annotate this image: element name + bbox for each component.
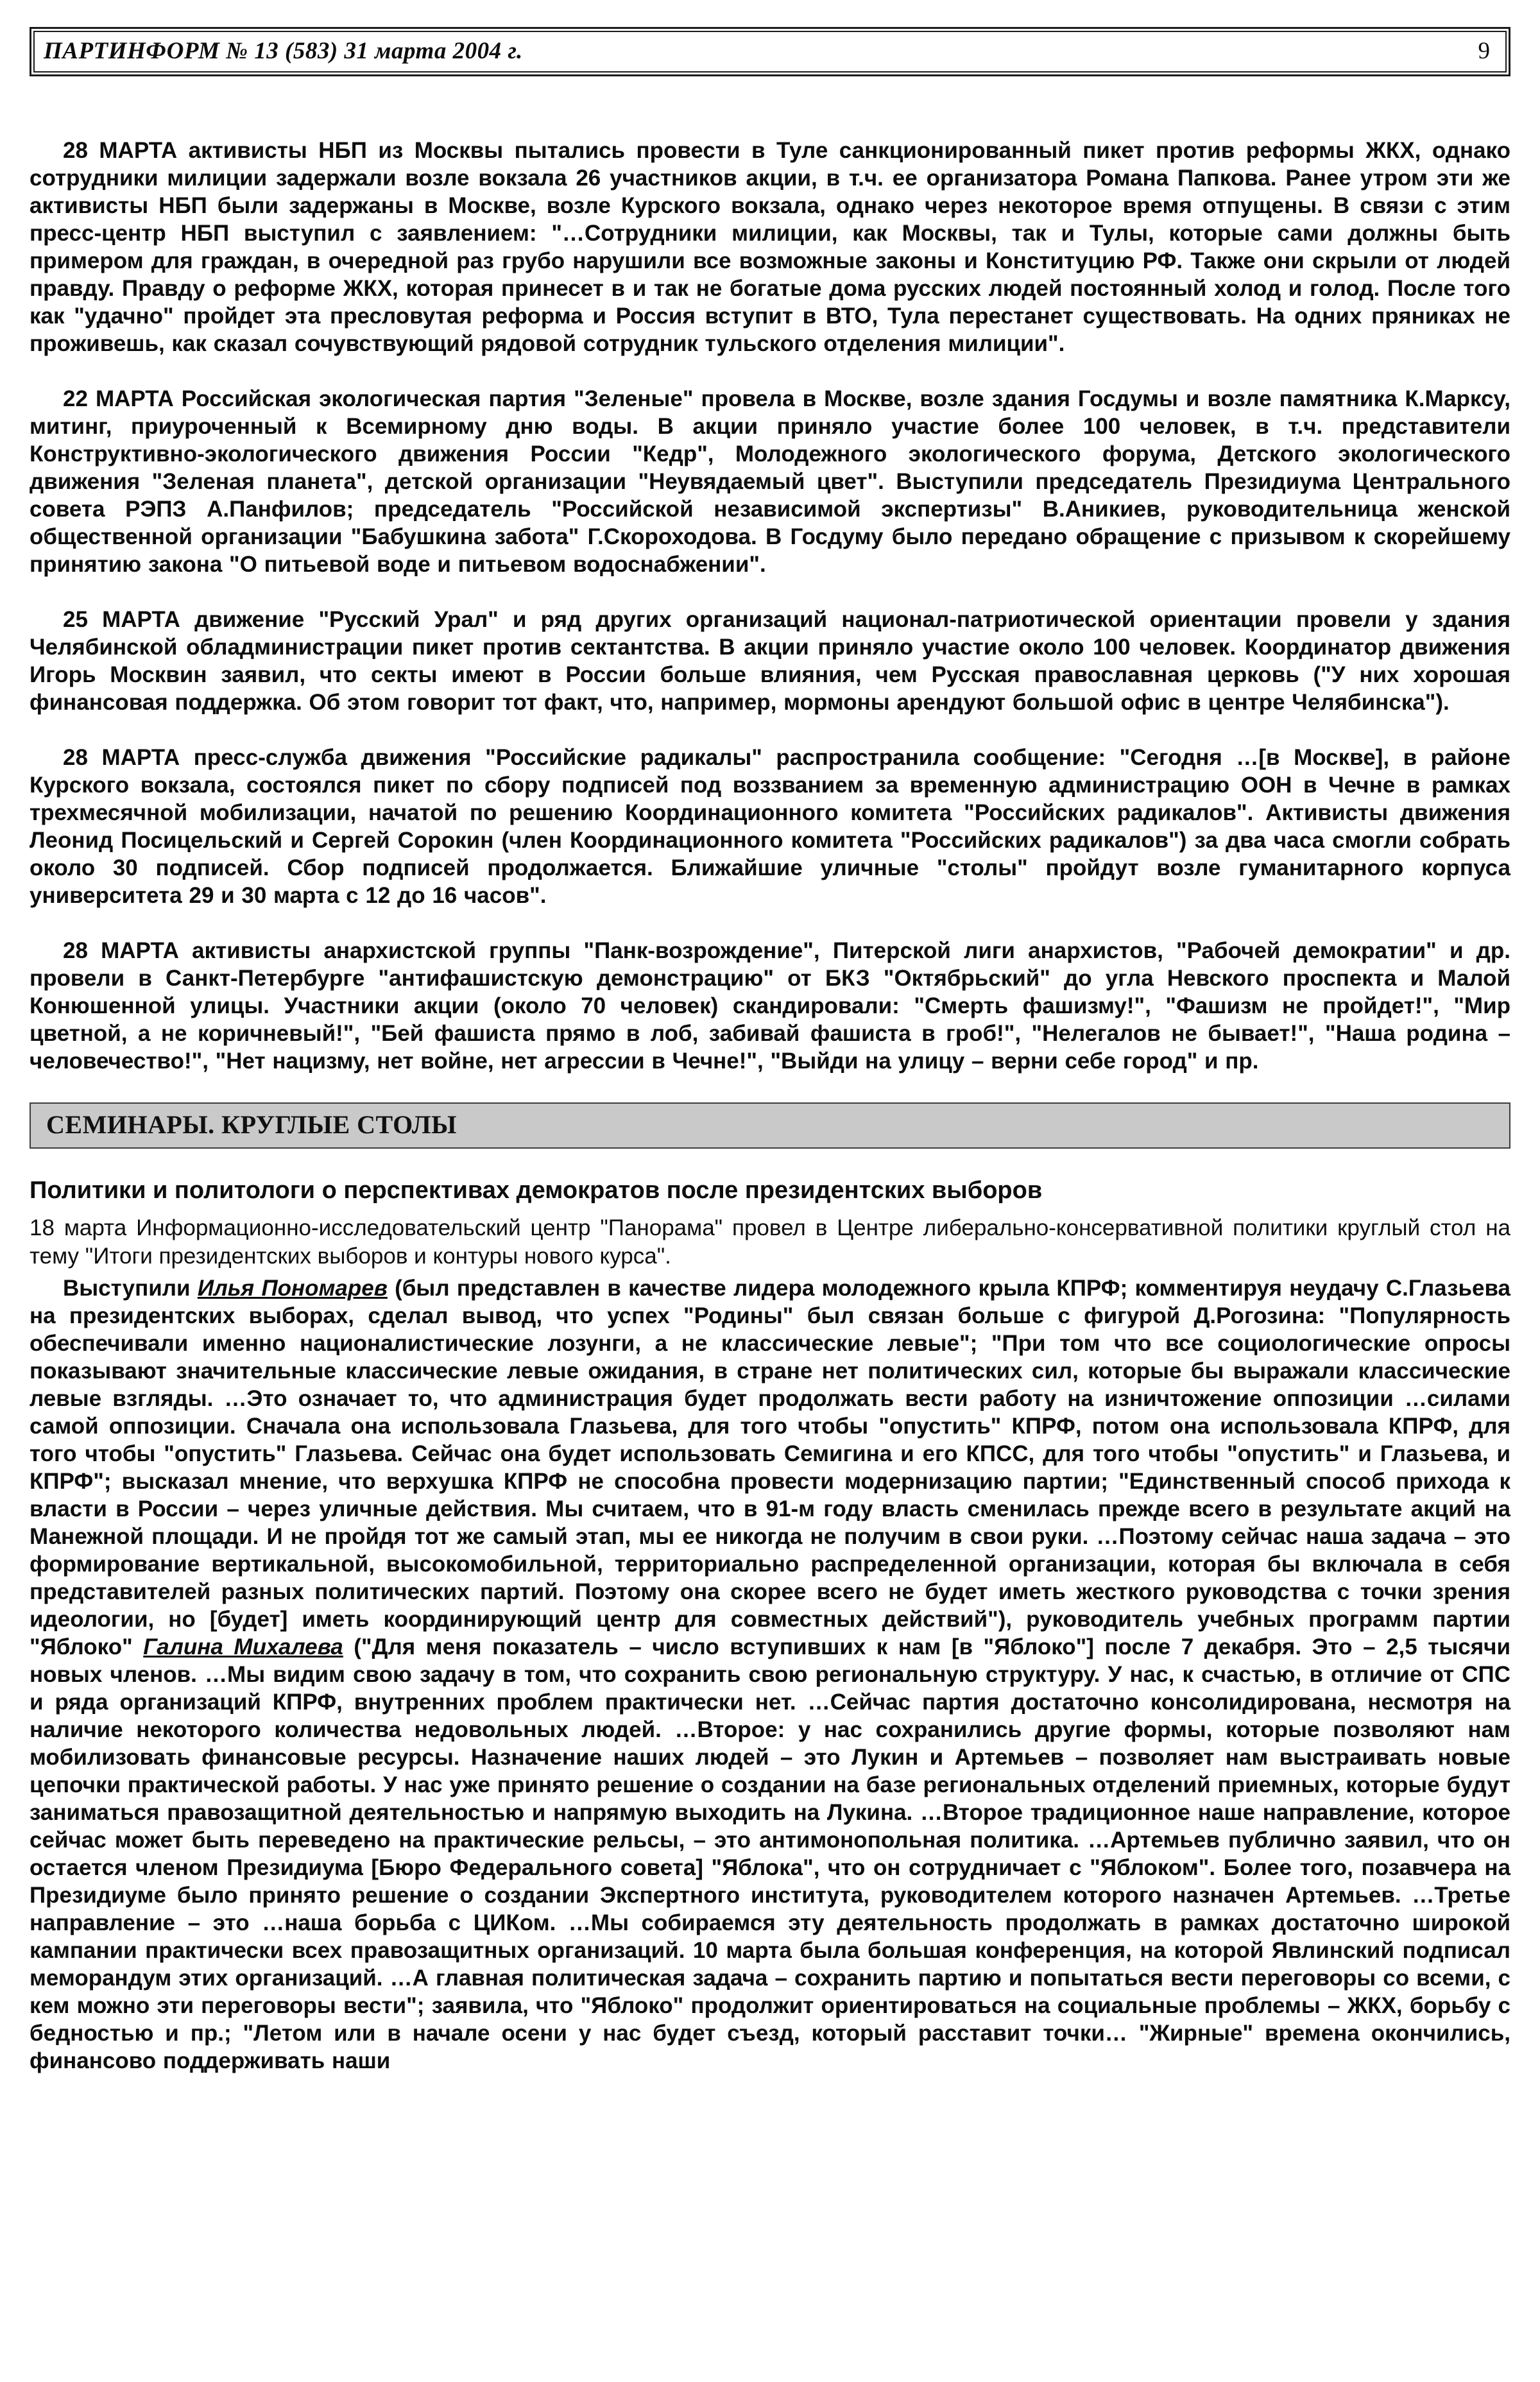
- news-item: 28 МАРТА пресс-служба движения "Российские радикалы" распространила сообщение: "Сегодня …[в Москве], в районе Курского вокзала, состоялся пикет по сбору подписей под воззванием за временную администрацию ООН в Чечне в рамках трехмесячной мобилизации, начатой по решению Координационного комитета "Российских радикалов". Активисты движения Леонид Посицельский и Сергей Сорокин (член Координационного комитета "Российских радикалов") за два часа смогли собрать около 30 подписей. Сбор подписей продолжается. Ближайшие уличные "столы" пройдут возле гуманитарного корпуса университета 29 и 30 марта с 12 до 16 часов".: [30, 745, 1510, 908]
- section-title: СЕМИНАРЫ. КРУГЛЫЕ СТОЛЫ: [46, 1110, 457, 1139]
- newsletter-header-inner: [33, 31, 1507, 73]
- person-name: Галина Михалева: [143, 1634, 343, 1659]
- newsletter-header: [30, 27, 1510, 76]
- article: [30, 1176, 1510, 2075]
- article-title: Политики и политологи о перспективах демократов после президентских выборов: [30, 1177, 1043, 1204]
- page-number: 9: [1478, 38, 1490, 64]
- news-item: 28 МАРТА активисты анархистской группы "Панк-возрождение", Питерской лиги анархистов, "Рабочей демократии" и др. провели в Санкт-Петербурге "антифашистскую демонстрацию" от БКЗ "Октябрьский" до угла Невского проспекта и Малой Конюшенной улицы. Участники акции (около 70 человек) скандировали: "Смерть фашизму!", "Фашизм не пройдет!", "Мир цветной, а не коричневый!", "Бей фашиста прямо в лоб, забивай фашиста в гроб!", "Нелегалов не бывает!", "Наша родина – человечество!", "Нет нацизму, нет войне, нет агрессии в Чечне!", "Выйди на улицу – верни себе город" и пр.: [30, 938, 1510, 1074]
- newsletter-title: ПАРТИНФОРМ № 13 (583) 31 марта 2004 г.: [44, 38, 523, 64]
- news-item: 25 МАРТА движение "Русский Урал" и ряд других организаций национал-патриотической ориентации провели у здания Челябинской обладминистрации пикет против сектантства. В акции приняло участие около 100 человек. Координатор движения Игорь Москвин заявил, что секты имеют в России больше влияния, чем Русская православная церковь ("У них хорошая финансовая поддержка. Об этом говорит тот факт, что, например, мормоны арендуют большой офис в центре Челябинска").: [30, 607, 1510, 715]
- news-item: 28 МАРТА активисты НБП из Москвы пытались провести в Туле санкционированный пикет против реформы ЖКХ, однако сотрудники милиции задержали возле вокзала 26 участников акции, в т.ч. ее организатора Романа Папкова. Ранее утром эти же активисты НБП были задержаны в Москве, возле Курского вокзала, однако через некоторое время отпущены. В связи с этим пресс-центр НБП выступил с заявлением: "…Сотрудники милиции, как Москвы, так и Тулы, которые сами должны быть примером для граждан, в очередной раз грубо нарушили все возможные законы и Конституцию РФ. Также они скрыли от людей правду. Правду о реформе ЖКХ, которая принесет в и так не богатые дома русских людей постоянный холод и голод. После того как "удачно" пройдет эта пресловутая реформа и Россия вступит в ВТО, Тула перестанет существовать. На одних пряниках не проживешь, как сказал сочувствующий рядовой сотрудник тульского отделения милиции".: [30, 138, 1510, 356]
- article-lead: 18 марта Информационно-исследовательский центр "Панорама" провел в Центре либерально-консервативной политики круглый стол на тему "Итоги президентских выборов и контуры нового курса".: [30, 1215, 1510, 1269]
- section-header-bar: [30, 1102, 1510, 1149]
- body-text-run: (был представлен в качестве лидера молодежного крыла КПРФ; комментируя неудачу С.Глазьева на президентских выборах, сделал вывод, что успех "Родины" был связан больше с фигурой Д.Рогозина: "Популярность обеспечивали именно националистические лозунги, а не классические левые"; "При том что все социологические опросы показывают значительные классические левые ожидания, в стране нет политических сил, которые бы выражали классические левые взгляды. …Это означает то, что администрация будет продолжать вести работу на изничтожение оппозиции …силами самой оппозиции. Сначала она использовала Глазьева, для того чтобы "опустить" КПРФ, потом она использовала КПРФ, для того чтобы "опустить" Глазьева. Сейчас она будет использовать Семигина и его КПСС, для того чтобы "опустить" и Глазьева, и КПРФ"; высказал мнение, что верхушка КПРФ не способна провести модернизацию партии; "Единственный способ прихода к власти в России – через уличные действия. Мы считаем, что в 91-м году власть сменилась прежде всего в результате акций на Манежной площади. И не пройдя тот же самый этап, мы ее никогда не получим в свои руки. …Поэтому сейчас наша задача – это формирование вертикальной, высокомобильной, территориально распределенной организации, которая бы включала в себя представителей разных политических партий. Поэтому она скорее всего не будет иметь жесткого руководства с точки зрения идеологии, но [будет] иметь координирующий центр для совместных действий"), руководитель учебных программ партии "Яблоко": [30, 1276, 1510, 1659]
- body-text-run: ("Для меня показатель – число вступивших к нам [в "Яблоко"] после 7 декабря. Это – 2,5 тысячи новых членов. …Мы видим свою задачу в том, что сохранить свою региональную структуру. У нас, к счастью, в отличие от СПС и ряда организаций КПРФ, внутренних проблем практически нет. …Сейчас партия достаточно консолидирована, несмотря на наличие некоторого количества недовольных людей. …Второе: у нас сохранились другие формы, которые позволяют нам мобилизовать финансовые ресурсы. Назначение наших людей – это Лукин и Артемьев – позволяет нам выстраивать новые цепочки практической работы. У нас уже принято решение о создании на базе региональных отделений приемных, которые будут заниматься правозащитной деятельностью и напрямую выходить на Лукина. …Второе традиционное наше направление, которое сейчас может быть переведено на практические рельсы, – это антимонопольная политика. …Артемьев публично заявил, что он остается членом Президиума [Бюро Федерального совета] "Яблока", что он сотрудничает с "Яблоком". Более того, позавчера на Президиуме было принято решение о создании Экспертного института, руководителем которого назначен Артемьев. …Третье направление – это …наша борьба с ЦИКом. …Мы собираемся эту деятельность продолжать в рамках достаточно широкой кампании практически всех правозащитных организаций. 10 марта была большая конференция, на которой Явлинский подписал меморандум этих организаций. …А главная политическая задача – сохранить партию и попытаться вести переговоры со всеми, с кем можно эти переговоры вести"; заявила, что "Яблоко" продолжит ориентироваться на социальные проблемы – ЖКХ, борьбу с бедностью и пр.; "Летом или в начале осени у нас будет съезд, который расставит точки… "Жирные" времена окончились, финансово поддерживать наши: [30, 1634, 1511, 2073]
- news-item: 22 МАРТА Российская экологическая партия "Зеленые" провела в Москве, возле здания Госдумы и возле памятника К.Марксу, митинг, приуроченный к Всемирному дню воды. В акции приняло участие более 100 человек, в т.ч. представители Конструктивно-экологического движения России "Кедр", Молодежного экологического форума, Детского экологического движения "Зеленая планета", детской организации "Неувядаемый цвет". Выступили председатель Президиума Центрального совета РЭПЗ А.Панфилов; председатель "Российской независимой экспертизы" В.Аникиев, руководительница женской общественной организации "Бабушкина забота" Г.Скороходова. В Госдуму было передано обращение с призывом к скорейшему принятию закона "О питьевой воде и питьевом водоснабжении".: [30, 386, 1510, 577]
- news-section: [30, 137, 1510, 1075]
- person-name: Илья Пономарев: [197, 1276, 388, 1301]
- article-body: [30, 1274, 1510, 2075]
- body-text-run: Выступили: [63, 1276, 198, 1301]
